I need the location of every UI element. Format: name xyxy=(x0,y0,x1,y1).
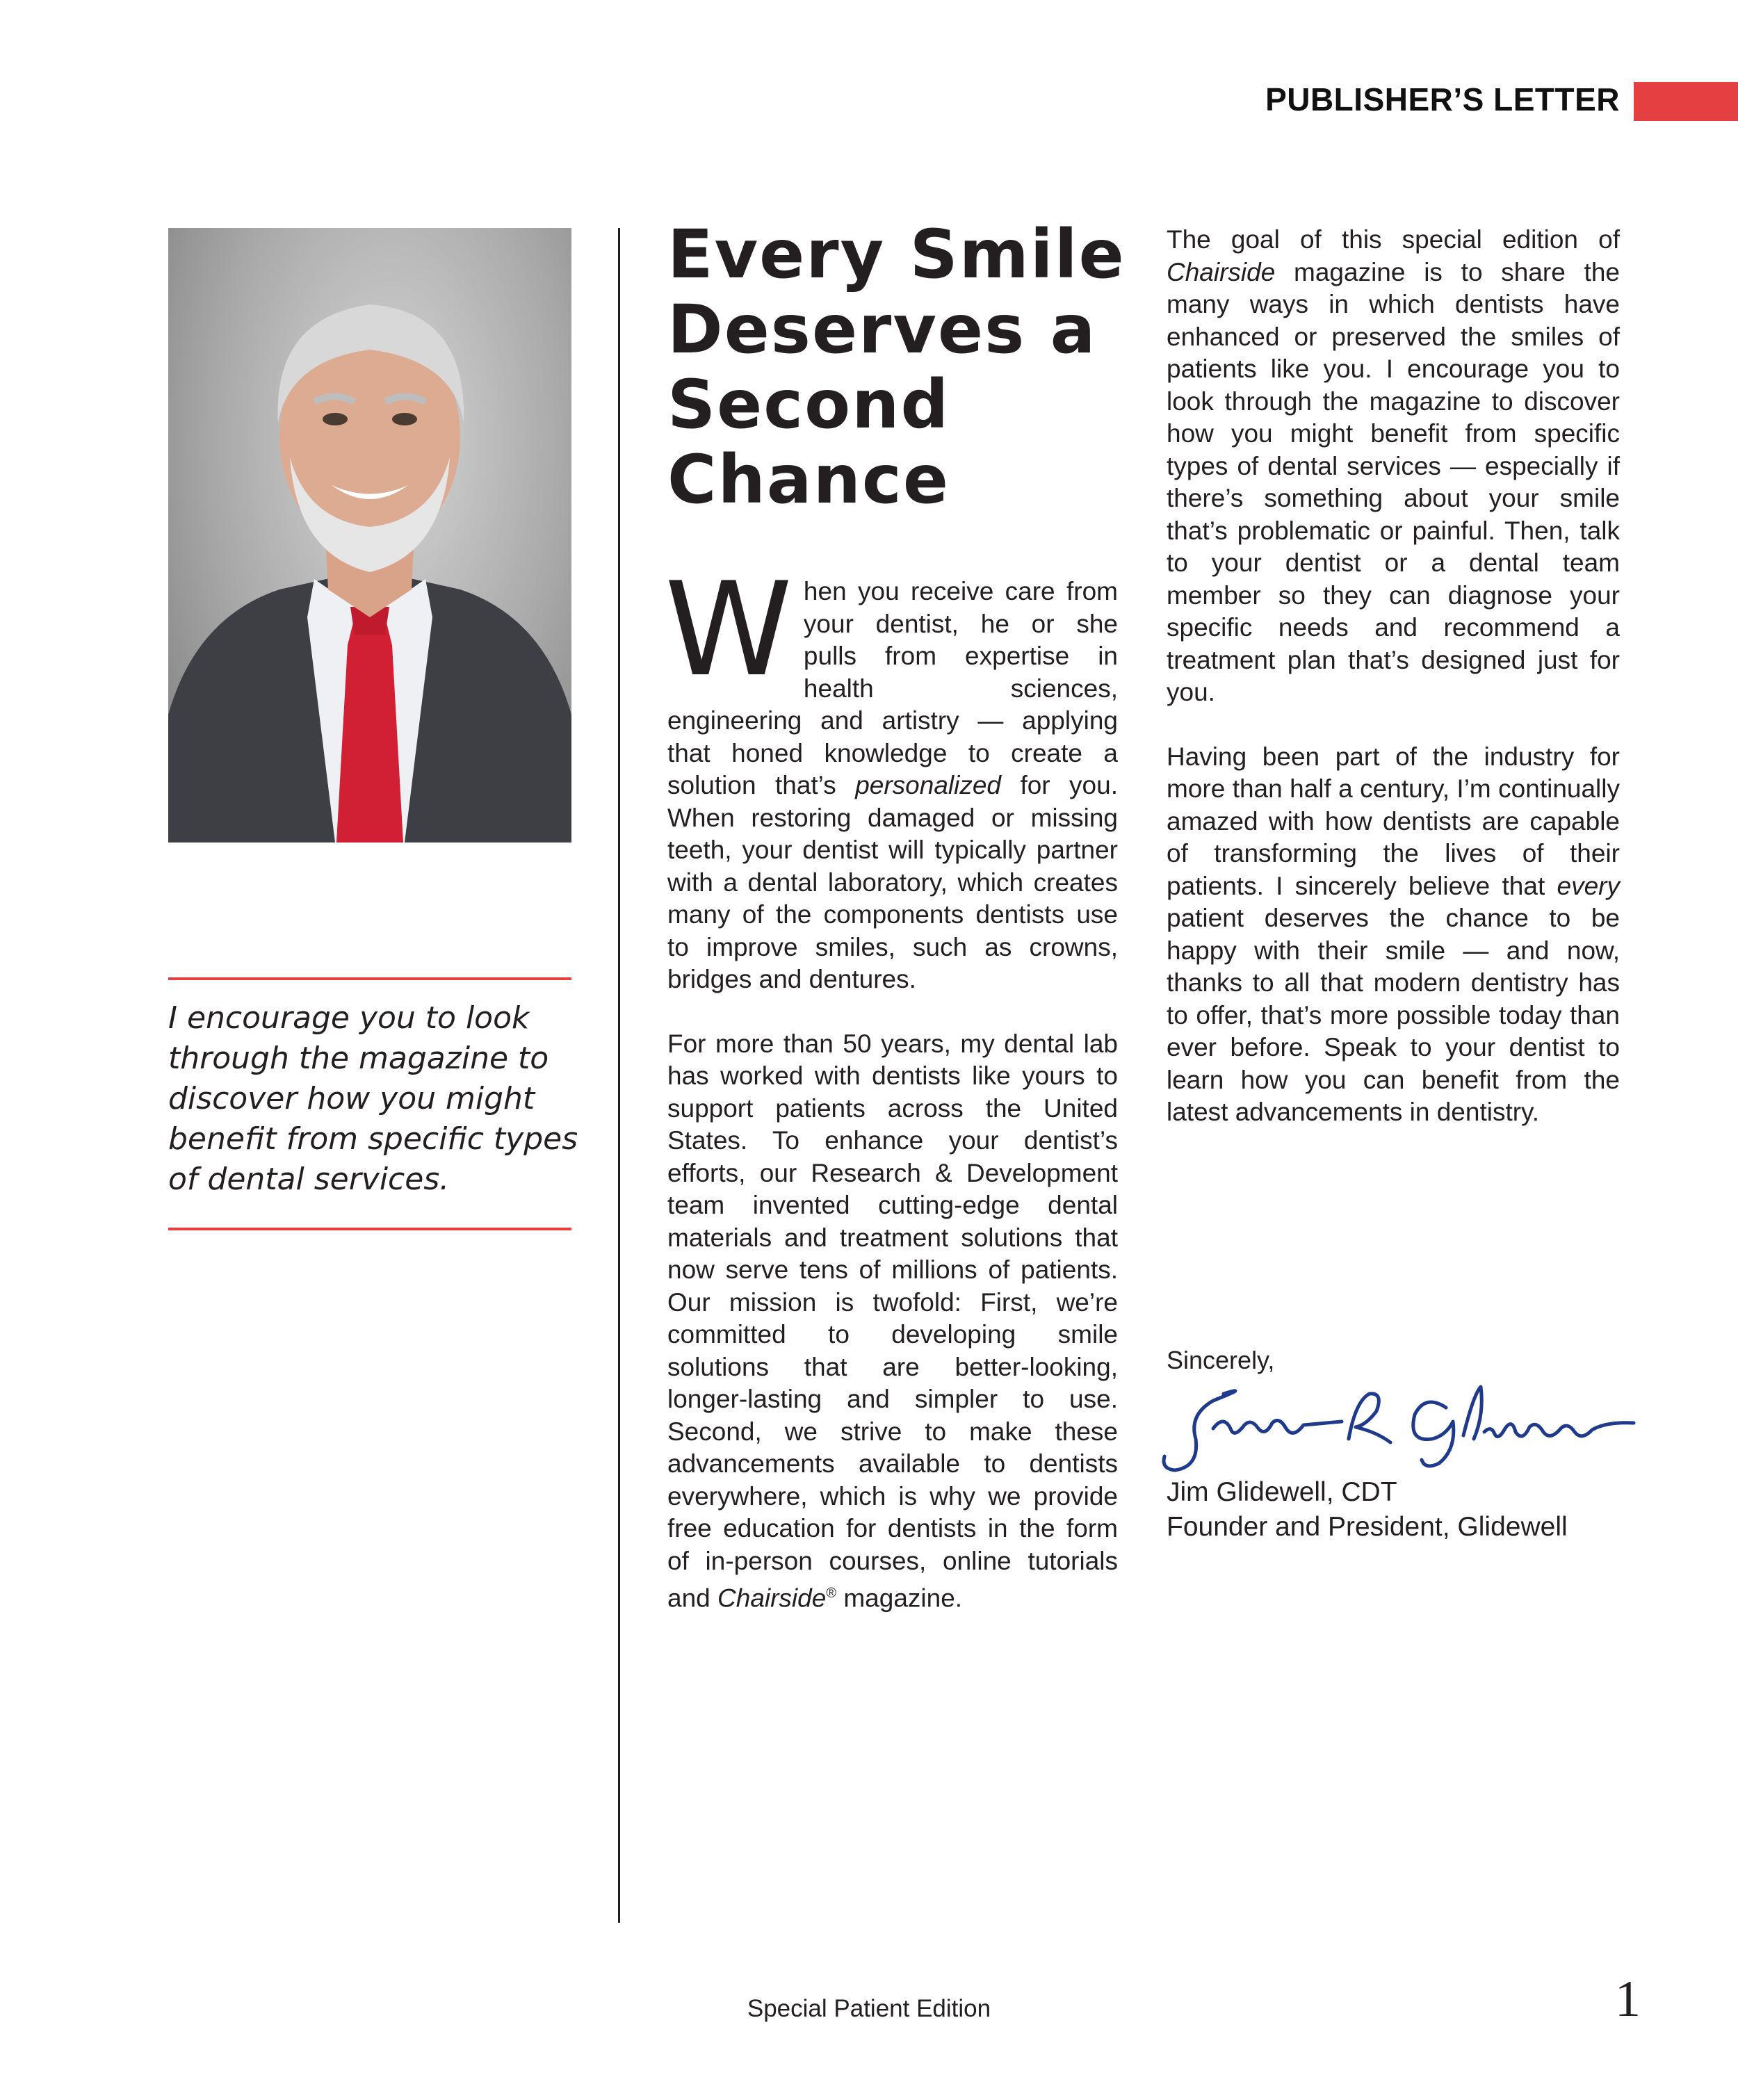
signer-title: Founder and President, Glidewell xyxy=(1167,1512,1568,1542)
section-accent-bar xyxy=(1634,82,1738,121)
footer-publication-label: Special Patient Edition xyxy=(747,1995,991,2022)
pull-quote: I encourage you to look through the magazine to discover how you might benefit from specific types of dental services. xyxy=(168,1000,578,1197)
section-label: PUBLISHER’S LETTER xyxy=(1265,81,1620,117)
pull-quote-top-rule xyxy=(168,977,571,980)
column-divider xyxy=(618,228,620,1923)
page-number: 1 xyxy=(1615,1971,1641,2028)
body-column-middle xyxy=(665,554,1118,1647)
pull-quote-bottom-rule xyxy=(168,1228,571,1230)
body-paragraph-3: The goal of this special edition of Chairside magazine is to share the many ways in which dentists have enhanced or preserved the smiles of patients like you. I encourage you to look through the magazine to discover how you might benefit from specific types of dental services — especially if there’s something about your smile that’s problematic or painful. Then, talk to your dentist or a dental team member so they can diagnose your specific needs and recommend a treatment plan that’s designed just for you. xyxy=(1167,225,1620,706)
body-paragraph-1: When you receive care from your dentist, he or she pulls from expertise in health sciences, engineering and artistry — applying that honed knowledge to create a solution that’s personalized for you. When restoring damaged or missing teeth, your dentist will typically partner with a dental laboratory, which creates many of the components dentists use to improve smiles, such as crowns, bridges and dentures. xyxy=(665,554,1118,993)
body-paragraph-4: Having been part of the industry for more than half a century, I’m continually amazed with how dentists are capable of transforming the lives of their patients. I sincerely believe that every patient deserves the chance to be happy with their smile — and now, thanks to all that modern dentistry has to offer, that’s more possible today than ever before. Speak to your dentist to learn how you can benefit from the latest advancements in dentistry. xyxy=(1167,742,1620,1126)
portrait-illustration xyxy=(168,228,571,843)
publisher-portrait-photo xyxy=(168,228,571,843)
body-paragraph-2: For more than 50 years, my dental lab has worked with dentists like yours to support patients across the United States. To enhance your dentist’s efforts, our Research & Development team invented cutting-edge dental materials and treatment solutions that now serve tens of millions of patients. Our mission is twofold: First, we’re committed to developing smile solutions that are better-looking, longer-lasting and simpler to use. Second, we strive to make these advancements available to dentists everywhere, which is why we provide free education for dentists in the form of in-person courses, online tutorials and Chairside® magazine. xyxy=(667,1029,1118,1613)
body-column-right xyxy=(1167,224,1620,1161)
closing-salutation: Sincerely, xyxy=(1167,1346,1275,1374)
signature-image xyxy=(1147,1373,1641,1477)
drop-cap: W xyxy=(665,554,793,705)
headline: Every Smile Deserves a Second Chance xyxy=(667,215,1126,519)
signer-name: Jim Glidewell, CDT xyxy=(1167,1477,1397,1507)
